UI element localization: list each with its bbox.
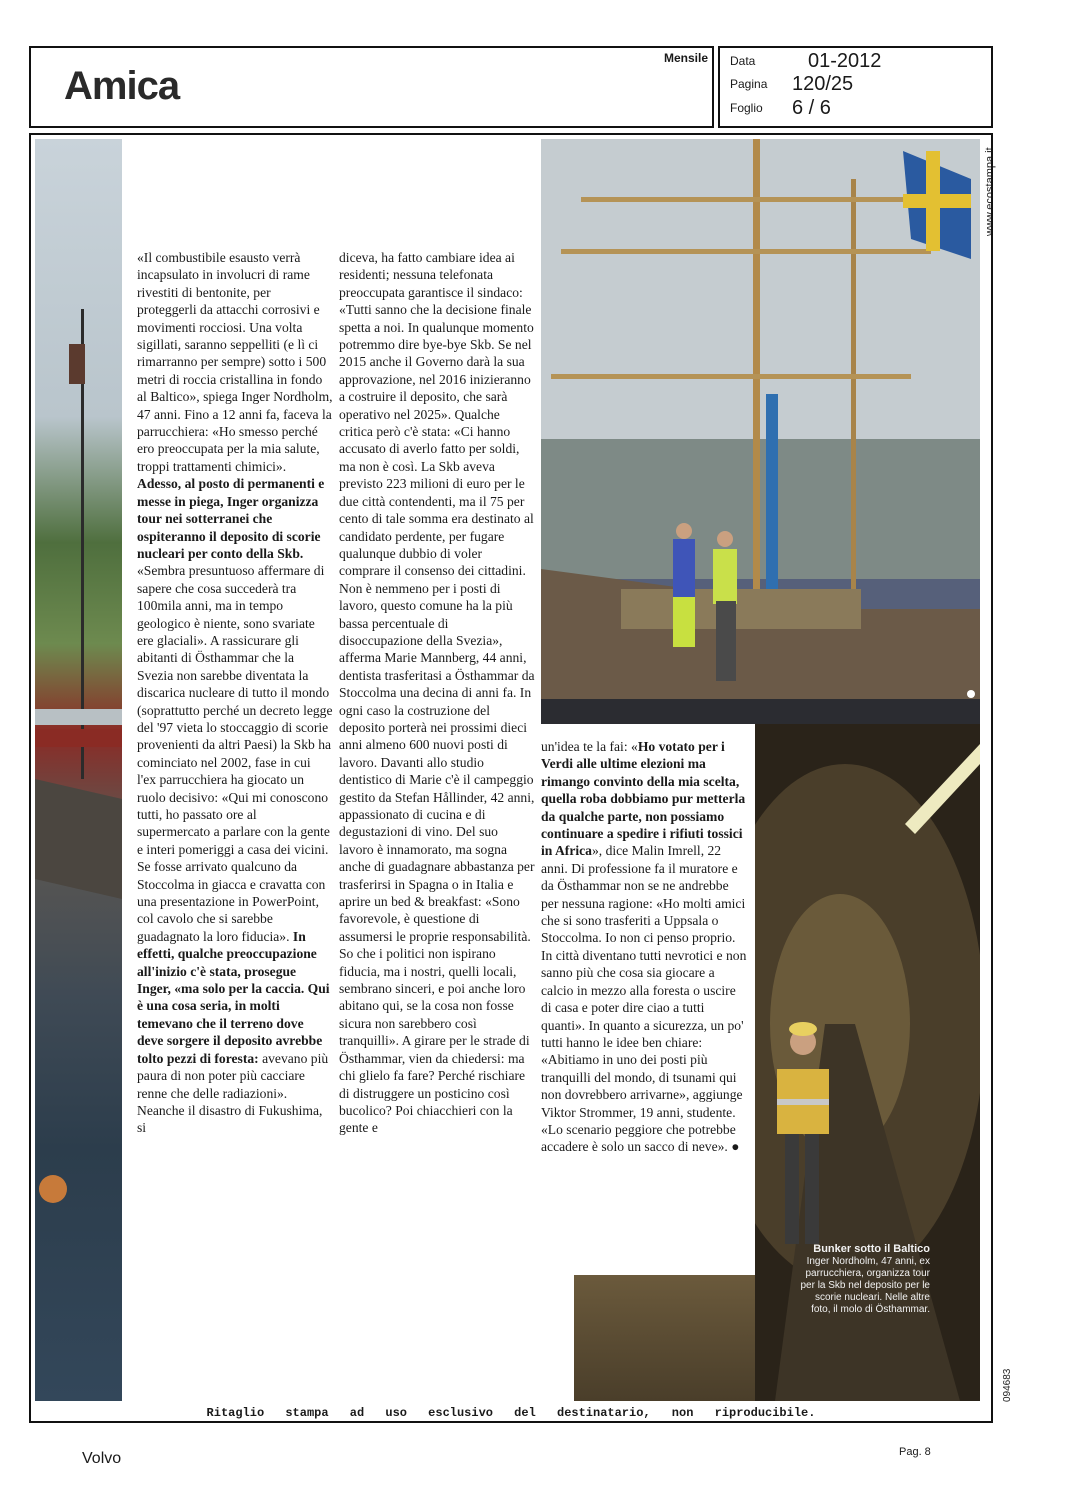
- col1-bold-1: Adesso, al posto di permanenti e messe in piega, Inger organizza tour nei sotterranei che ospiteranno il deposito di scorie nucleari per conto della Skb.: [137, 476, 325, 561]
- caption-text: Inger Nordholm, 47 anni, ex parrucchiera, organizza tour per la Skb nel deposito per le scorie nucleari. Nelle altre foto, il molo di Östhammar.: [800, 1256, 930, 1315]
- article-column-1: [137, 249, 333, 1137]
- page-number: Pag. 8: [899, 1446, 931, 1458]
- harbor-photo-left: [35, 139, 122, 1401]
- harbor-ship-photo: [541, 139, 980, 724]
- pagina-value: 120/25: [792, 73, 854, 95]
- side-code: 094683: [1002, 1368, 1013, 1402]
- frequency-label: Mensile: [664, 51, 709, 65]
- col3-text-2: », dice Malin Imrell, 22 anni. Di professione fa il muratore e da Östhammar non se ne andrebbe per nessuna ragione: «Ho molti amici che si sono trasferiti a Uppsala o Stoccolma. Io non ci penso proprio. In città diventano tutti nevrotici e non sanno più che cosa sia giocare a calcio in mezzo alla foresta o uscire di casa e poter dire ciao a tutti quanti». In quanto a sicurezza, un po' tutti hanno le idee ben chiare: «Abitiamo in uno dei posti più tranquilli del mondo, di tsunami qui non dovrebbero arrivarne», aggiunge Viktor Strommer, 19 anni, studente. «Lo scenario peggiore che potrebbe accadere è solo un sacco di neve». ●: [541, 843, 747, 1155]
- data-label: Data: [730, 54, 756, 68]
- col3-bold-1: Ho votato per i Verdi alle ultime elezioni ma rimango convinto della mia scelta, quella roba dobbiamo pur metterla da qualche parte, non possiamo continuare a spedire i rifiuti tossici in Africa: [541, 739, 746, 859]
- col3-text-1: un'idea te la fai: «: [541, 739, 638, 754]
- article-column-3: [541, 738, 749, 1156]
- caption-title: Bunker sotto il Baltico: [813, 1243, 930, 1255]
- tunnel-photo-strip: [574, 1275, 755, 1401]
- col2-text-1: diceva, ha fatto cambiare idea ai residenti; nessuna telefonata preoccupata garantisce il sindaco: «Tutti sanno che la decisione finale spetta a noi. In qualunque momento potremmo dire bye-bye Skb. Se nel 2015 anche il Governo darà la sua approvazione, nel 2016 inizieranno a costruire il deposito, che sarà operativo nel 2025». Qualche critica però c'è stata: «Ci hanno accusato di averlo fatto per soldi, ma non è così. La Skb aveva previsto 223 milioni di euro per le due città contendenti, ma il 75 per cento di tale somma era destinato al candidato perdente, per fugare qualunque dubbio di voler comprare il consenso dei cittadini. Non è nemmeno per i posti di lavoro, questo comune ha la più bassa percentuale di disoccupazione della Svezia», afferma Marie Mannberg, 44 anni, dentista trasferitasi a Östhammar da Stoccolma una decina di anni fa. In ogni caso la costruzione del deposito porterà nei prossimi dieci anni almeno 600 nuovi posti di lavoro. Davanti allo studio dentistico di Marie c'è il campeggio gestito da Stefan Hållinder, 42 anni, appassionato di cucina e di degustazioni di vino. Del suo lavoro è innamorato, ma sogna anche di guadagnare abbastanza per trasferirsi in Spagna o in Italia e aprire un bed & breakfast: «Sono favorevole, è questione di assumersi le proprie responsabilità. So che i politici non ispirano fiducia, ma i nostri, quelli locali, sembrano sinceri, e poi anche loro abitano qui, se la cosa non fosse sicura non sarebbero così tranquilli». A girare per le strade di Östhammar, vien da chiedersi: ma chi glielo fa fare? Perché rischiare di distruggere un posticino così bucolico? Poi chiacchieri con la gente e: [339, 250, 535, 1136]
- clipping-disclaimer: Ritaglio stampa ad uso esclusivo del destinatario, non riproducibile.: [206, 1406, 816, 1420]
- col1-bold-2: In effetti, qualche preoccupazione all'inizio c'è stata, prosegue Inger, «ma solo per la caccia. Qui è una cosa seria, in molti temevano che il terreno dove deve sorgere il deposito avrebbe tolto pezzi di foresta:: [137, 928, 330, 1066]
- photo-caption: [800, 1243, 930, 1316]
- magazine-logo: Amica: [64, 64, 180, 108]
- side-url: www.ecostampa.it: [984, 147, 996, 236]
- pagina-label: Pagina: [730, 77, 768, 91]
- col1-text-2: «Sembra presuntuoso affermare di sapere che cosa succederà tra 100mila anni, ma in tempo geologico è niente, sono svariate ere glaciali». A rassicurare gli abitanti di Östhammar che la Svezia non sarebbe diventata la discarica nucleare di tutto il mondo (soprattutto perché un decreto legge del '97 vieta lo stoccaggio di scorie provenienti da altri Paesi) la Skb ha cominciato nel 2002, fase in cui l'ex parrucchiera ha giocato un ruolo decisivo: «Qui mi conoscono tutti, ho passato ore al supermercato a parlare con la gente e interi pomeriggi a casa dei vicini. Se fosse arrivato qualcuno da Stoccolma in giacca e cravatta con una presentazione in PowerPoint, col cavolo che si sarebbe guadagnato la loro fiducia».: [137, 563, 333, 944]
- col1-text-1: «Il combustibile esausto verrà incapsulato in involucri di rame rivestiti di bentonite, per proteggerli da attacchi corrosivi e movimenti rocciosi. Una volta sigillati, saranno seppelliti (e lì ci rimarranno per sempre) sotto i 500 metri di roccia cristallina in fondo al Baltico», spiega Inger Nordholm, 47 anni. Fino a 12 anni fa, faceva la parrucchiera: «Ho smesso perché ero preoccupata per la mia salute, troppi trattamenti chimici».: [137, 250, 333, 474]
- foglio-label: Foglio: [730, 101, 763, 115]
- client-brand: Volvo: [82, 1450, 122, 1467]
- col1-text-3: avevano più paura di non poter più cacciare renne che delle radiazioni». Neanche il disastro di Fukushima, si: [137, 1050, 329, 1136]
- data-value: 01-2012: [808, 50, 882, 72]
- article-column-2: [339, 249, 535, 1137]
- foglio-value: 6 / 6: [792, 97, 831, 119]
